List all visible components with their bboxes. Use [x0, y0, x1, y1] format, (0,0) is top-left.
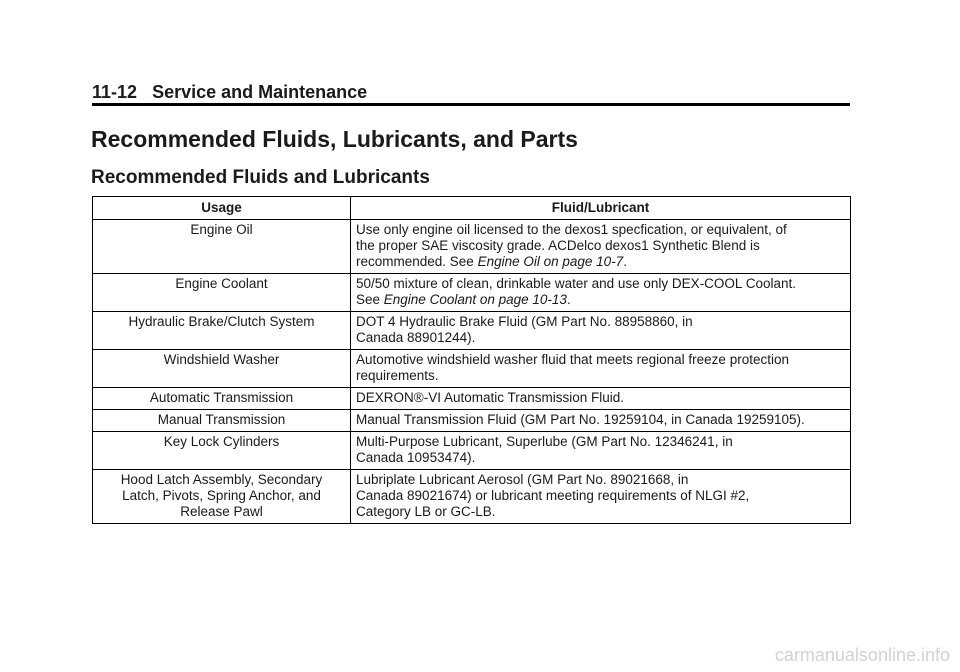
table-row — [93, 410, 851, 432]
table-row — [93, 350, 851, 388]
table-row — [93, 312, 851, 350]
desc-line: See — [356, 292, 384, 307]
usage-cell: Windshield Washer — [93, 350, 351, 388]
desc-line: Category LB or GC-LB. — [356, 504, 496, 519]
usage-line: Hood Latch Assembly, Secondary — [120, 472, 323, 487]
fluid-cell — [351, 470, 851, 524]
table-row — [93, 274, 851, 312]
fluid-cell — [351, 432, 851, 470]
section-number: 11-12 — [92, 82, 138, 102]
usage-cell: Automatic Transmission — [93, 388, 351, 410]
column-header-usage: Usage — [93, 197, 351, 220]
fluid-cell — [351, 388, 851, 410]
usage-cell: Hydraulic Brake/Clutch System — [93, 312, 351, 350]
usage-line: Release Pawl — [180, 504, 263, 519]
usage-cell: Manual Transmission — [93, 410, 351, 432]
desc-line: the proper SAE viscosity grade. ACDelco dexos1 Synthetic Blend is — [356, 238, 760, 253]
desc-tail: . — [566, 292, 571, 307]
desc-line: recommended. See — [356, 254, 478, 269]
section-title: Service and Maintenance — [152, 82, 368, 102]
desc-line: Multi-Purpose Lubricant, Superlube (GM Part No. 12346241, in — [356, 434, 733, 449]
desc-tail: . — [623, 254, 627, 269]
page-title: Recommended Fluids, Lubricants, and Parts — [91, 126, 578, 152]
desc-line: Automotive windshield washer fluid that meets regional freeze protection — [356, 352, 789, 367]
desc-line: Canada 88901244). — [356, 330, 476, 345]
desc-line: DOT 4 Hydraulic Brake Fluid (GM Part No. 88958860, in — [356, 314, 693, 329]
table-row — [93, 432, 851, 470]
usage-cell — [93, 470, 351, 524]
desc-line: 50/50 mixture of clean, drinkable water and use only DEX-COOL Coolant. — [356, 276, 796, 291]
section-subtitle: Recommended Fluids and Lubricants — [91, 167, 430, 188]
table-header-row — [93, 197, 851, 220]
table-row — [93, 220, 851, 274]
desc-line: Manual Transmission Fluid (GM Part No. 19259104, in Canada 19259105). — [356, 412, 805, 427]
table-row — [93, 388, 851, 410]
fluid-cell — [351, 312, 851, 350]
usage-cell: Key Lock Cylinders — [93, 432, 351, 470]
desc-line: Canada 89021674) or lubricant meeting requirements of NLGI #2, — [356, 488, 750, 503]
fluid-cell — [351, 350, 851, 388]
fluid-cell — [351, 410, 851, 432]
desc-line: requirements. — [356, 368, 439, 383]
usage-cell: Engine Coolant — [93, 274, 351, 312]
desc-line: DEXRON®-VI Automatic Transmission Fluid. — [356, 390, 625, 405]
usage-line: Latch, Pivots, Spring Anchor, and — [122, 488, 321, 503]
watermark: carmanualsonline.info — [774, 645, 950, 665]
fluids-table — [92, 196, 851, 524]
desc-line: Use only engine oil licensed to the dexos1 specfication, or equivalent, of — [356, 222, 787, 237]
fluid-cell — [351, 220, 851, 274]
table-row — [93, 470, 851, 524]
desc-line: Lubriplate Lubricant Aerosol (GM Part No. 89021668, in — [356, 472, 689, 487]
usage-cell: Engine Oil — [93, 220, 351, 274]
page-header — [92, 82, 850, 106]
fluid-cell — [351, 274, 851, 312]
cross-reference-link[interactable]: Engine Oil on page 10-7 — [477, 254, 624, 269]
cross-reference-link[interactable]: Engine Coolant on page 10-13 — [383, 292, 567, 307]
desc-line: Canada 10953474). — [356, 450, 476, 465]
column-header-fluid: Fluid/Lubricant — [351, 197, 851, 220]
